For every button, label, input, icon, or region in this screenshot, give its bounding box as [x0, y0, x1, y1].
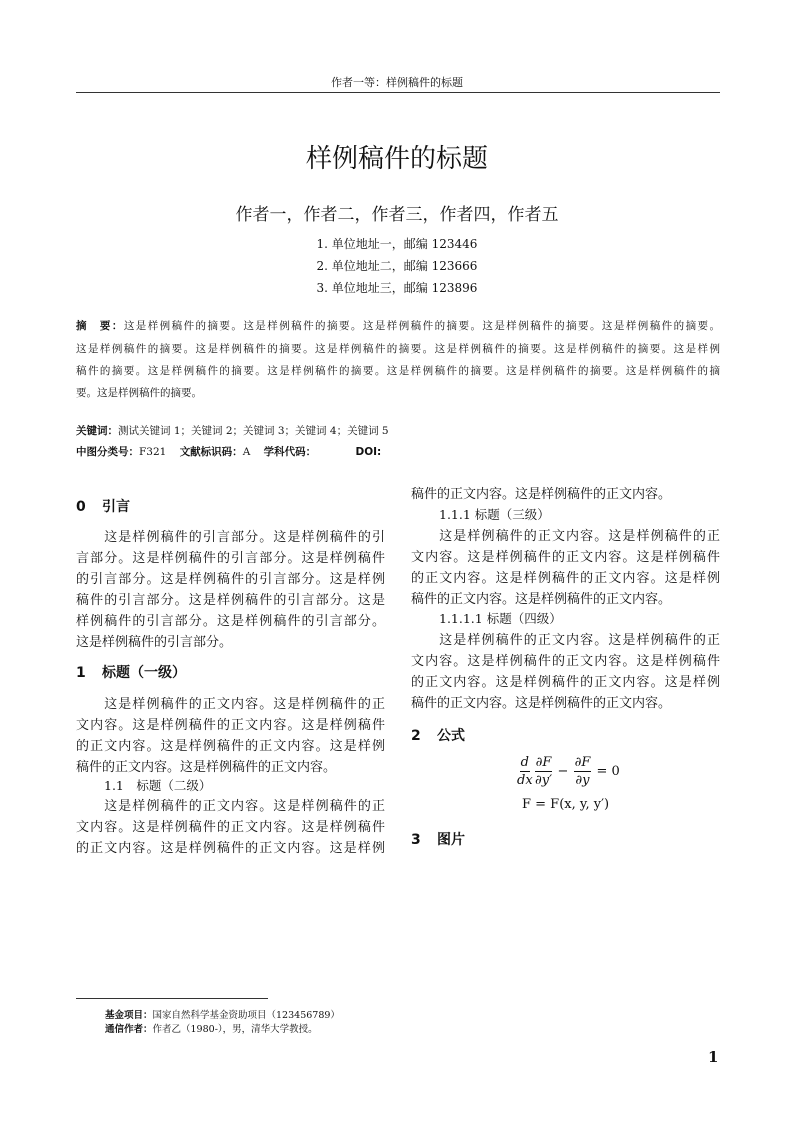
footnote-rule	[76, 998, 268, 999]
body-line: 这是样例稿件的引言部分。	[76, 635, 233, 650]
body-line: 这是样例稿件的正文内容。这是样例稿件的正	[76, 697, 385, 712]
subsection-heading-1-1-1: 1.1.1 标题（三级）	[439, 507, 550, 522]
footnote-corresponding-author: 通信作者：作者乙（1980-），男，清华大学教授。	[105, 1024, 318, 1035]
keywords: 关键词：测试关键词 1；关键词 2；关键词 3；关键词 4；关键词 5	[76, 425, 389, 437]
body-line: 稿件的引言部分。这是样例稿件的引言部分。这是	[76, 593, 385, 608]
body-line: 的正文内容。这是样例稿件的正文内容。这是样例	[411, 675, 720, 690]
body-line: 文内容。这是样例稿件的正文内容。这是样例稿件	[411, 654, 720, 669]
abstract-line: 摘 要：这是样例稿件的摘要。这是样例稿件的摘要。这是样例稿件的摘要。这是样例稿件的摘要。这是样例稿件的摘要。	[76, 320, 720, 332]
header-rule	[76, 92, 720, 93]
subsection-heading-1-1-1-1: 1.1.1.1 标题（四级）	[439, 611, 562, 626]
author-list: 作者一，作者二，作者三，作者四，作者五	[235, 205, 559, 225]
body-line: 稿件的正文内容。这是样例稿件的正文内容。	[76, 760, 337, 775]
body-line: 样例稿件的引言部分。这是样例稿件的引言部分。	[76, 614, 385, 629]
affiliation: 1. 单位地址一，邮编 123446	[316, 237, 478, 251]
section-heading-3: 3 图片	[411, 832, 465, 848]
body-line: 这是样例稿件的正文内容。这是样例稿件的正	[411, 633, 720, 648]
subsection-heading-1-1: 1.1 标题（二级）	[104, 778, 212, 793]
abstract-line: 这是样例稿件的摘要。这是样例稿件的摘要。这是样例稿件的摘要。这是样例稿件的摘要。这是样例稿件的摘要。这是样例	[76, 343, 720, 355]
body-line: 这是样例稿件的正文内容。这是样例稿件的正	[76, 799, 385, 814]
body-line: 的正文内容。这是样例稿件的正文内容。这是样例	[76, 841, 385, 856]
equation-euler-lagrange: $\frac{d}{dx}$ $\frac{\partial F}{\partial y'}$ − $\frac{\partial F}{\partial y}$ = 0	[517, 755, 620, 788]
body-line: 这是样例稿件的正文内容。这是样例稿件的正	[411, 529, 720, 544]
abstract-line: 要。这是样例稿件的摘要。	[76, 387, 202, 399]
body-line: 稿件的正文内容。这是样例稿件的正文内容。	[411, 696, 672, 711]
section-heading-2: 2 公式	[411, 728, 465, 744]
body-line: 的正文内容。这是样例稿件的正文内容。这是样例	[76, 739, 385, 754]
body-line: 这是样例稿件的引言部分。这是样例稿件的引	[76, 530, 385, 545]
paper-title: 样例稿件的标题	[305, 144, 488, 174]
page-number: 1	[708, 1048, 719, 1066]
body-line: 文内容。这是样例稿件的正文内容。这是样例稿件	[76, 718, 385, 733]
affiliation: 2. 单位地址二，邮编 123666	[316, 259, 478, 273]
section-heading-intro: 0 引言	[76, 499, 130, 515]
body-line: 文内容。这是样例稿件的正文内容。这是样例稿件	[411, 550, 720, 565]
running-header: 作者一等：样例稿件的标题	[331, 76, 463, 89]
classification: 中图分类号：F321 文献标识码：A 学科代码： DOI:	[76, 446, 382, 458]
abstract-label: 摘 要：	[76, 320, 124, 332]
body-line: 稿件的正文内容。这是样例稿件的正文内容。	[411, 487, 672, 502]
body-line: 文内容。这是样例稿件的正文内容。这是样例稿件	[76, 820, 385, 835]
body-line: 的正文内容。这是样例稿件的正文内容。这是样例	[411, 571, 720, 586]
section-heading-1: 1 标题（一级）	[76, 665, 186, 681]
equation-F: F = F(x, y, y′)	[522, 797, 610, 812]
footnote-fund: 基金项目：国家自然科学基金资助项目（123456789）	[105, 1010, 340, 1021]
affiliation: 3. 单位地址三，邮编 123896	[316, 281, 478, 295]
body-line: 言部分。这是样例稿件的引言部分。这是样例稿件	[76, 551, 385, 566]
body-line: 稿件的正文内容。这是样例稿件的正文内容。	[411, 592, 672, 607]
body-line: 的引言部分。这是样例稿件的引言部分。这是样例	[76, 572, 385, 587]
abstract-line: 稿件的摘要。这是样例稿件的摘要。这是样例稿件的摘要。这是样例稿件的摘要。这是样例稿件的摘要。这是样例稿件的摘	[76, 365, 720, 377]
